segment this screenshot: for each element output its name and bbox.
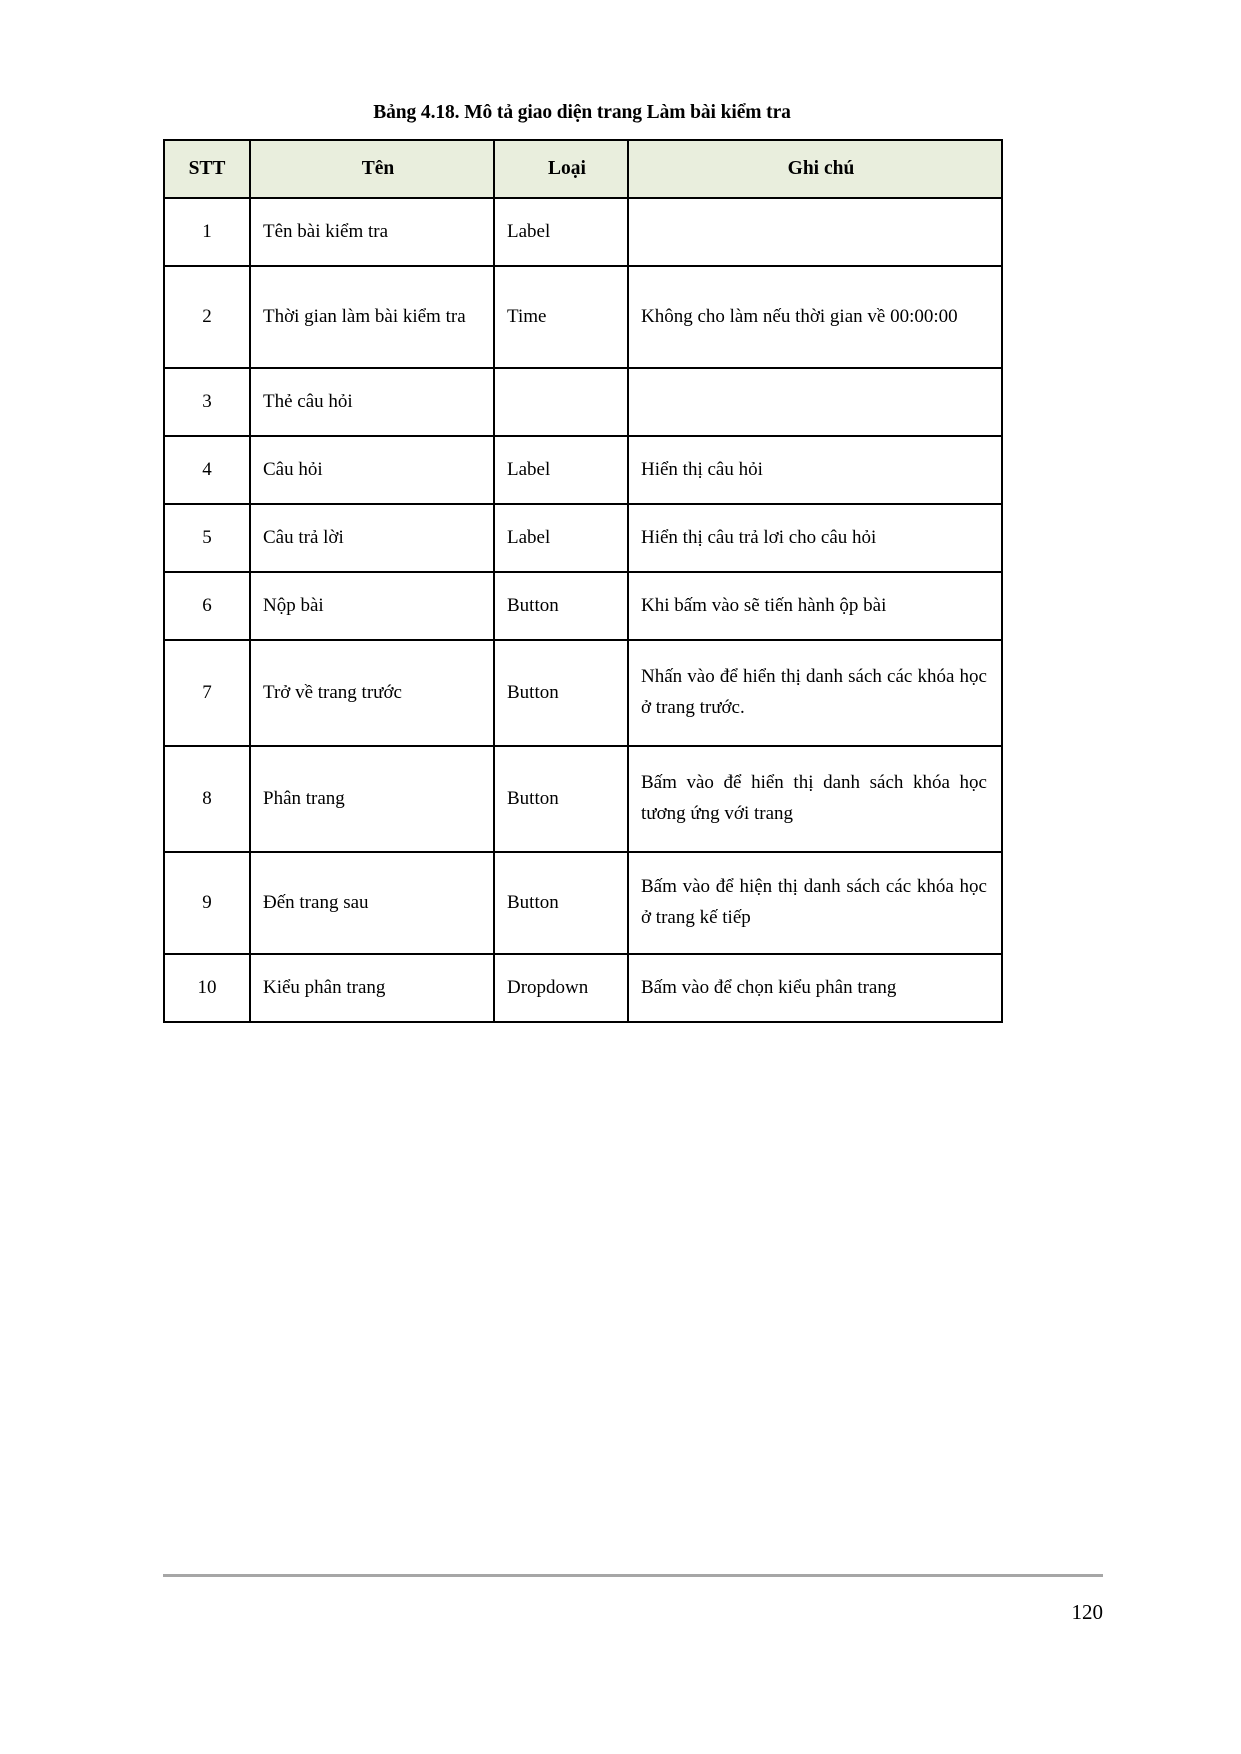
table-header-row (164, 140, 1002, 198)
cell-stt: 7 (164, 640, 250, 746)
cell-ghichu: Nhấn vào để hiển thị danh sách các khóa học ở trang trước. (628, 640, 1002, 746)
page-number: 120 (1071, 1600, 1103, 1624)
column-header-ghichu: Ghi chú (628, 140, 1002, 198)
cell-stt: 10 (164, 954, 250, 1022)
cell-ghichu: Bấm vào để chọn kiểu phân trang (628, 954, 1002, 1022)
table-header (164, 140, 1002, 198)
cell-ghichu: Không cho làm nếu thời gian về 00:00:00 (628, 266, 1002, 368)
cell-ten: Phân trang (250, 746, 494, 852)
cell-loai: Time (494, 266, 628, 368)
column-header-loai: Loại (494, 140, 628, 198)
cell-stt: 5 (164, 504, 250, 572)
cell-loai: Button (494, 746, 628, 852)
cell-ghichu (628, 368, 1002, 436)
cell-ghichu (628, 198, 1002, 266)
table-row (164, 436, 1002, 504)
cell-ten: Nộp bài (250, 572, 494, 640)
cell-ten: Thời gian làm bài kiểm tra (250, 266, 494, 368)
table-row (164, 640, 1002, 746)
interface-description-table (163, 139, 1003, 1023)
cell-stt: 9 (164, 852, 250, 954)
cell-stt: 8 (164, 746, 250, 852)
cell-loai: Button (494, 852, 628, 954)
cell-stt: 2 (164, 266, 250, 368)
table-body (164, 198, 1002, 1022)
cell-loai: Dropdown (494, 954, 628, 1022)
footer-divider (163, 1574, 1103, 1577)
cell-ten: Thẻ câu hỏi (250, 368, 494, 436)
cell-loai: Button (494, 640, 628, 746)
cell-ghichu: Hiển thị câu trả lơi cho câu hỏi (628, 504, 1002, 572)
cell-stt: 3 (164, 368, 250, 436)
cell-ten: Kiểu phân trang (250, 954, 494, 1022)
cell-ten: Câu trả lời (250, 504, 494, 572)
table-container (163, 139, 1001, 1023)
cell-loai: Label (494, 198, 628, 266)
cell-ghichu: Bấm vào để hiển thị danh sách khóa học tương ứng với trang (628, 746, 1002, 852)
cell-loai: Button (494, 572, 628, 640)
table-row (164, 368, 1002, 436)
cell-stt: 4 (164, 436, 250, 504)
cell-ghichu: Bấm vào để hiện thị danh sách các khóa học ở trang kế tiếp (628, 852, 1002, 954)
cell-ten: Câu hỏi (250, 436, 494, 504)
table-row (164, 852, 1002, 954)
column-header-ten: Tên (250, 140, 494, 198)
cell-ten: Đến trang sau (250, 852, 494, 954)
cell-ghichu: Khi bấm vào sẽ tiến hành ộp bài (628, 572, 1002, 640)
cell-ghichu: Hiển thị câu hỏi (628, 436, 1002, 504)
table-row (164, 746, 1002, 852)
table-caption: Bảng 4.18. Mô tả giao diện trang Làm bài kiểm tra (373, 102, 791, 123)
table-row (164, 504, 1002, 572)
table-row (164, 266, 1002, 368)
cell-loai: Label (494, 504, 628, 572)
cell-stt: 6 (164, 572, 250, 640)
cell-loai (494, 368, 628, 436)
cell-loai: Label (494, 436, 628, 504)
table-row (164, 198, 1002, 266)
cell-stt: 1 (164, 198, 250, 266)
table-row (164, 954, 1002, 1022)
cell-ten: Tên bài kiểm tra (250, 198, 494, 266)
table-row (164, 572, 1002, 640)
cell-ten: Trở về trang trước (250, 640, 494, 746)
column-header-stt: STT (164, 140, 250, 198)
